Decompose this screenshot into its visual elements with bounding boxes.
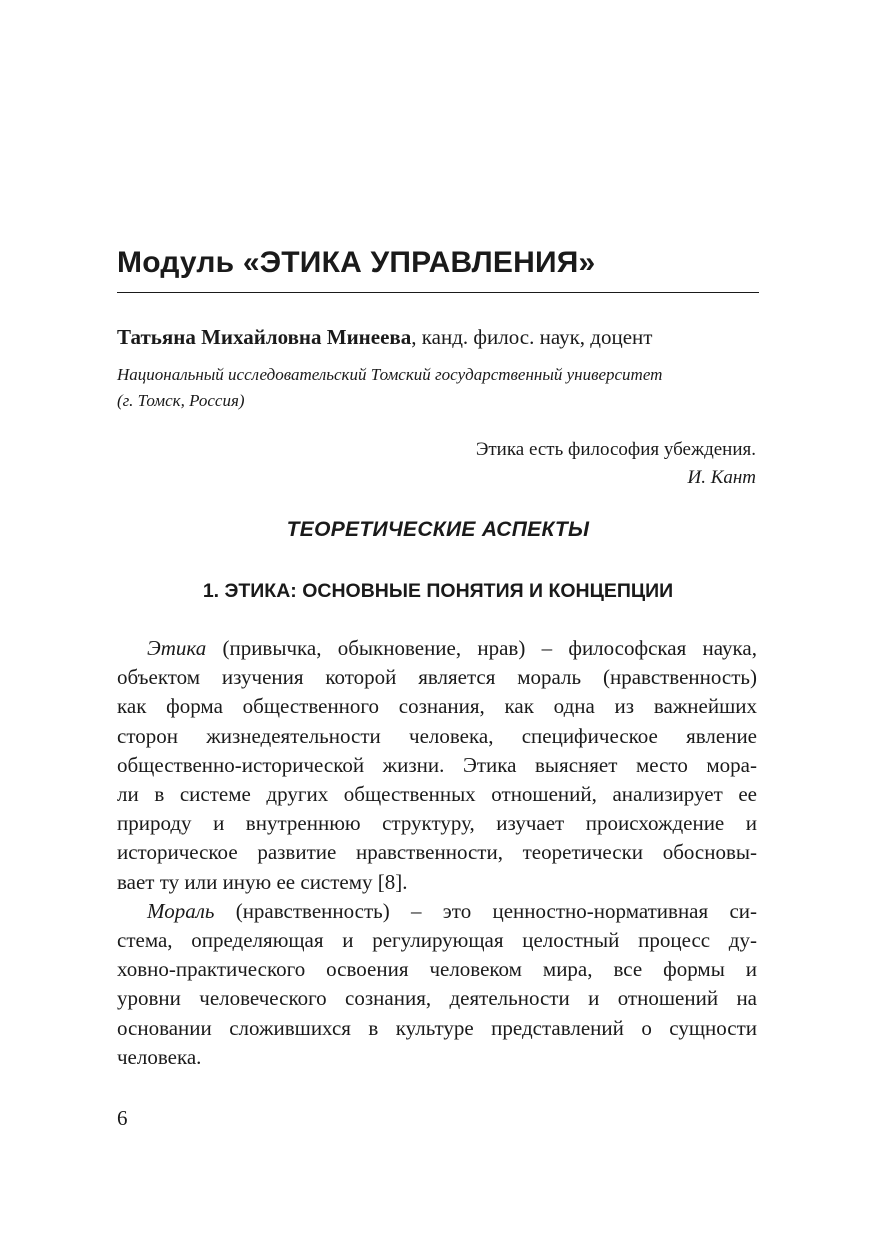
module-title: Модуль «ЭТИКА УПРАВЛЕНИЯ»: [117, 246, 596, 279]
text-line: человека.: [117, 1044, 202, 1069]
text-line: ли в системе других общественных отношений, анализирует ее: [117, 782, 757, 807]
text-line: основании сложившихся в культуре представлений о сущности: [117, 1015, 757, 1040]
section-heading: ТЕОРЕТИЧЕСКИЕ АСПЕКТЫ: [286, 518, 590, 541]
text-line: Этика (привычка, обыкновение, нрав) – философская наука,: [147, 636, 757, 660]
paragraph-ethics: [117, 634, 757, 897]
term-ethics: Этика: [147, 636, 207, 660]
text-line: сторон жизнедеятельности человека, специфическое явление: [117, 723, 757, 748]
text-line: как форма общественного сознания, как одна из важнейших: [117, 694, 757, 719]
page-number: 6: [117, 1106, 128, 1130]
subsection-heading: 1. ЭТИКА: ОСНОВНЫЕ ПОНЯТИЯ И КОНЦЕПЦИИ: [202, 580, 674, 602]
text-line: историческое развитие нравственности, теоретически обосновы-: [117, 840, 757, 865]
author-name: Татьяна Михайловна Минеева: [117, 325, 412, 349]
epigraph-author: И. Кант: [687, 467, 756, 488]
term-morality: Мораль: [147, 898, 215, 923]
text-line: природу и внутреннюю структуру, изучает происхождение и: [117, 811, 757, 836]
epigraph-quote: Этика есть философия убеждения.: [475, 439, 756, 460]
text-line: Мораль (нравственность) – это ценностно-нормативная си-: [147, 898, 757, 923]
affiliation-line: Национальный исследовательский Томский государственный университет: [117, 365, 663, 384]
text-line: ховно-практического освоения человеком мира, все формы и: [117, 957, 757, 982]
text-line: общественно-исторической жизни. Этика выясняет место мора-: [117, 752, 757, 777]
document-page: [117, 0, 759, 1240]
paragraph-morality: [117, 897, 757, 1072]
author-credentials: , канд. филос. наук, доцент: [411, 325, 653, 349]
epigraph: [476, 436, 756, 492]
text-line: уровни человеческого сознания, деятельности и отношений на: [117, 986, 757, 1011]
affiliation-location: (г. Томск, Россия): [117, 391, 245, 410]
text-line: вает ту или иную ее систему [8].: [117, 869, 408, 894]
text-line: стема, определяющая и регулирующая целостный процесс ду-: [117, 928, 757, 953]
author-affiliation: [117, 362, 759, 414]
author-line: [117, 325, 652, 350]
body-text: [117, 634, 757, 1072]
text-line: объектом изучения которой является мораль (нравственность): [117, 665, 757, 690]
title-divider: [117, 292, 759, 293]
